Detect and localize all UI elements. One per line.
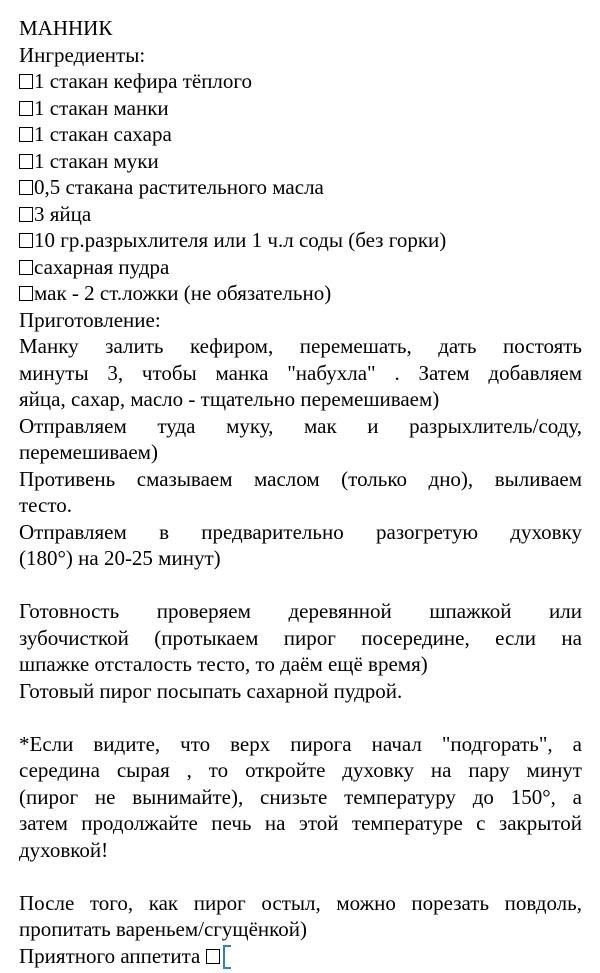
checkbox-glyph-icon bbox=[19, 154, 33, 169]
step-line: Противень смазываем маслом (только дно), выливаем bbox=[19, 466, 582, 491]
readiness-paragraph bbox=[19, 598, 582, 678]
blank-line bbox=[19, 572, 582, 599]
step-line: Отправляем в предварительно разогретую духовку bbox=[19, 519, 582, 544]
paragraph-line: Готовность проверяем деревянной шпажкой или bbox=[19, 599, 582, 623]
step-line: тесто. bbox=[19, 493, 72, 517]
paragraph-line: зубочисткой (протыкаем пирог посередине, если на bbox=[19, 625, 582, 650]
checkbox-glyph-icon bbox=[19, 233, 33, 248]
checkbox-glyph-icon bbox=[19, 180, 33, 195]
checkbox-glyph-icon bbox=[19, 260, 33, 275]
blank-line bbox=[19, 863, 582, 890]
tip-paragraph bbox=[19, 731, 582, 864]
list-item: 1 стакан кефира тёплого bbox=[19, 68, 582, 95]
step-line: минуты 3, чтобы манка "набухла" . Затем добавляем bbox=[19, 360, 582, 385]
paragraph-line: *Если видите, что верх пирога начал "подгорать", а bbox=[19, 731, 582, 756]
paragraph-line: середина сырая , то откройте духовку на пару минут bbox=[19, 758, 582, 782]
checkbox-glyph-icon bbox=[19, 286, 33, 301]
list-item: мак - 2 ст.ложки (не обязательно) bbox=[19, 280, 582, 307]
paragraph-line: шпажке отсталость тесто, то даём ещё время) bbox=[19, 652, 428, 676]
step-4 bbox=[19, 519, 582, 572]
paragraph-line: духовкой! bbox=[19, 837, 109, 862]
paragraph-line: После того, как пирог остыл, можно порезать повдоль, bbox=[19, 890, 582, 915]
closing-line bbox=[19, 943, 582, 970]
step-1 bbox=[19, 333, 582, 413]
step-line: перемешиваем) bbox=[19, 440, 158, 464]
step-line: (180°) на 20-25 минут) bbox=[19, 546, 221, 570]
checkbox-glyph-icon bbox=[19, 127, 33, 142]
ingredients-heading: Ингредиенты: bbox=[19, 42, 146, 67]
list-item: 3 яйца bbox=[19, 201, 582, 228]
list-item: 1 стакан муки bbox=[19, 148, 582, 175]
after-paragraph bbox=[19, 890, 582, 943]
list-item: 1 стакан манки bbox=[19, 95, 582, 122]
list-item: 1 стакан сахара bbox=[19, 121, 582, 148]
ingredients-list bbox=[19, 68, 582, 307]
recipe-title: МАННИК bbox=[19, 16, 113, 40]
checkbox-glyph-icon bbox=[206, 949, 220, 964]
step-3 bbox=[19, 466, 582, 519]
checkbox-glyph-icon bbox=[19, 101, 33, 116]
text-cursor-icon bbox=[223, 945, 231, 969]
step-line: Отправляем туда муку, мак и разрыхлитель/соду, bbox=[19, 413, 582, 438]
step-2 bbox=[19, 413, 582, 466]
list-item: 0,5 стакана растительного масла bbox=[19, 174, 582, 201]
blank-line bbox=[19, 704, 582, 731]
sugar-note: Готовый пирог посыпать сахарной пудрой. bbox=[19, 678, 403, 703]
checkbox-glyph-icon bbox=[19, 207, 33, 222]
step-line: яйца, сахар, масло - тщательно перемешиваем) bbox=[19, 387, 440, 411]
paragraph-line: (пирог не вынимайте), снизьте температуру до 150°, а bbox=[19, 784, 582, 809]
step-line: Манку залить кефиром, перемешать, дать постоять bbox=[19, 334, 582, 358]
paragraph-line: затем продолжайте печь на этой температуре с закрытой bbox=[19, 811, 582, 835]
closing-text: Приятного аппетита bbox=[19, 943, 201, 968]
preparation-heading: Приготовление: bbox=[19, 307, 161, 332]
list-item: сахарная пудра bbox=[19, 254, 582, 281]
checkbox-glyph-icon bbox=[19, 74, 33, 89]
paragraph-line: пропитать вареньем/сгущёнкой) bbox=[19, 917, 308, 941]
list-item: 10 гр.разрыхлителя или 1 ч.л соды (без горки) bbox=[19, 227, 582, 254]
